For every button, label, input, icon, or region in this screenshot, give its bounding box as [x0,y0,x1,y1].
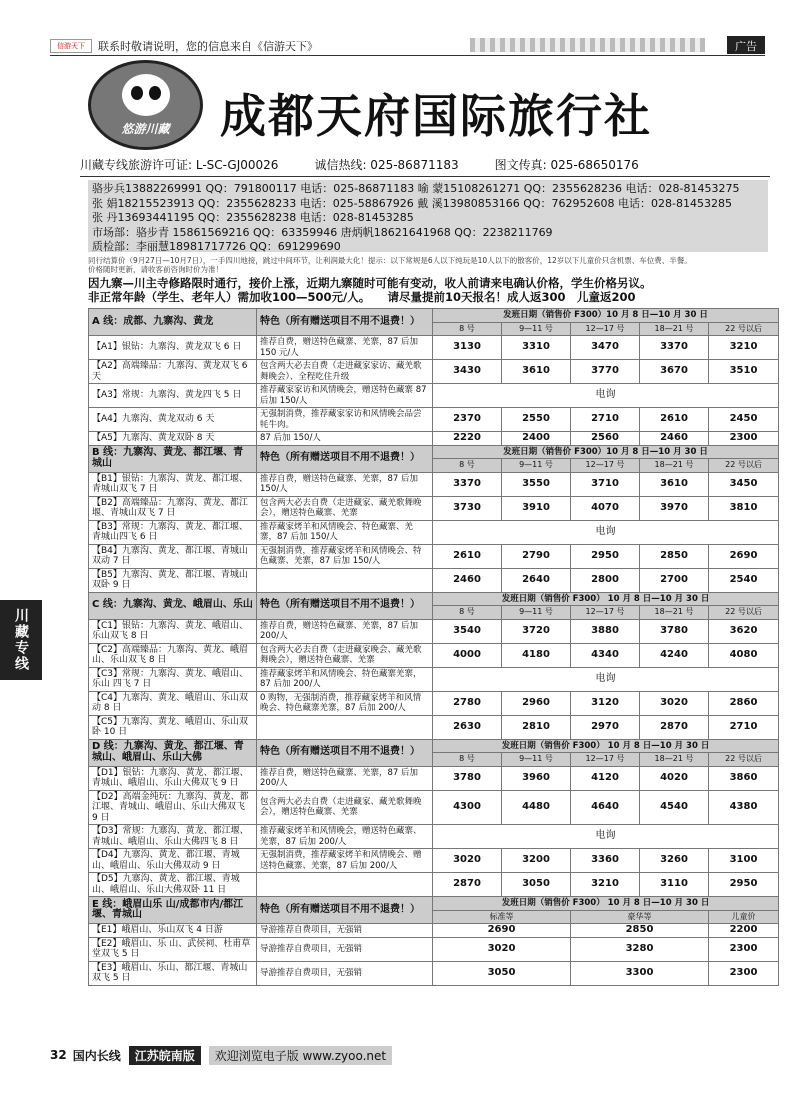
price-cell: 2200 [709,924,779,938]
route-feature: 推荐自费，赠送特色藏寨、羌寨，87 后加 150 元/人 [257,336,433,360]
route-feature: 导游推荐自费项目，无强销 [257,961,433,985]
price-cell: 3910 [502,496,571,520]
line-title: B 线：九寨沟、黄龙、都江堰、青城山 [89,445,257,472]
table-row [89,715,779,739]
route-name: 【C3】常规：九寨沟、黄龙、峨眉山、乐山 四飞 7 日 [89,667,257,691]
route-name: 【A5】九寨沟、黄龙双卧 8 天 [89,432,257,446]
table-row [89,643,779,667]
price-cell: 2640 [502,568,571,592]
date-header: 发班日期（销售价 F300）10 月 8 日—10 月 30 日 [433,445,779,459]
column-label: 9—11 号 [502,459,571,473]
price-tables [88,308,778,986]
table-row [89,384,779,408]
price-cell: 3020 [433,849,502,873]
price-cell: 3970 [640,496,709,520]
price-cell: 3050 [433,961,571,985]
route-feature: 推荐藏家家访和风情晚会，赠送特色藏寨 87 后加 150/人 [257,384,433,408]
price-cell: 3360 [571,849,640,873]
price-cell: 2610 [640,408,709,432]
price-cell: 2690 [433,924,571,938]
route-feature: 0 购物，无强制消费，推荐藏家烤羊和风情晚会、特色藏寨羌寨，87 后加 200/人 [257,691,433,715]
feature-header: 特色（所有赠送项目不用不退费！） [257,309,433,336]
price-cell: 4300 [433,790,502,825]
column-label: 22 号以后 [709,606,779,620]
price-cell: 4070 [571,496,640,520]
contact-line: 市场部：骆步青 15861569216 QQ：63359946 唐炳帆18621641968 QQ：2238211769 [92,225,553,239]
price-cell: 3100 [709,849,779,873]
route-name: 【E2】峨眉山、乐 山、武侯祠、杜甫草堂双飞 5 日 [89,937,257,961]
company-name: 成都天府国际旅行社 [220,89,652,143]
column-label: 儿童价 [709,910,779,924]
footer [50,1045,765,1065]
date-header: 发班日期（销售价 F300）10 月 8 日—10 月 30 日 [433,309,779,323]
route-name: 【D3】常规：九寨沟、黄龙、都江堰、青城山、峨眉山、乐山大佛四飞 8 日 [89,825,257,849]
price-cell: 2560 [571,432,640,446]
table-row [89,568,779,592]
price-table [88,308,779,986]
table-row [89,619,779,643]
column-label: 豪华等 [571,910,709,924]
price-cell: 3860 [709,766,779,790]
price-cell: 3620 [709,619,779,643]
license: 川藏专线旅游许可证: L-SC-GJ00026 [80,158,279,172]
table-row [89,790,779,825]
route-feature: 推荐藏家烤羊和风情晚会、特色藏寨羌寨，87 后加 200/人 [257,667,433,691]
price-cell: 3610 [502,360,571,384]
route-feature: 包含两大必去自费（走进藏家、藏羌歌舞晚会），赠送特色藏寨、羌寨 [257,790,433,825]
column-label: 12—17 号 [571,606,640,620]
edition: 江苏皖南版 [129,1046,201,1065]
date-header: 发班日期（销售价 F300） 10 月 8 日—10 月 30 日 [433,739,779,753]
price-cell: 3370 [433,472,502,496]
price-cell: 2850 [640,544,709,568]
route-feature: 无强制消费，推荐藏家烤羊和风情晚会、赠送特色藏寨、羌寨，87 后加 200/人 [257,849,433,873]
price-cell: 3540 [433,619,502,643]
section-header [89,897,779,911]
date-header: 发班日期（销售价 F300） 10 月 8 日—10 月 30 日 [433,592,779,606]
column-label: 9—11 号 [502,322,571,336]
price-cell: 2970 [571,715,640,739]
price-cell: 3810 [709,496,779,520]
price-cell: 3310 [502,336,571,360]
price-cell: 电询 [433,825,779,849]
line-title: A 线：成都、九寨沟、黄龙 [89,309,257,336]
price-cell: 2810 [502,715,571,739]
price-cell: 3120 [571,691,640,715]
table-row [89,544,779,568]
price-cell: 3670 [640,360,709,384]
price-cell: 2950 [709,873,779,897]
route-name: 【D1】银钻：九寨沟、黄龙、都江堰、青城山、峨眉山、乐山大佛双飞 9 日 [89,766,257,790]
price-cell: 3280 [571,937,709,961]
price-cell: 2300 [709,937,779,961]
price-cell: 3260 [640,849,709,873]
column-label: 标准等 [433,910,571,924]
table-row [89,336,779,360]
column-label: 8 号 [433,322,502,336]
table-row [89,496,779,520]
price-cell: 4240 [640,643,709,667]
feature-header: 特色（所有赠送项目不用不退费！） [257,445,433,472]
column-label: 18—21 号 [640,459,709,473]
price-cell: 2540 [709,568,779,592]
price-cell: 电询 [433,520,779,544]
route-name: 【A2】高端臻品：九寨沟、黄龙双飞 6 天 [89,360,257,384]
price-cell: 2800 [571,568,640,592]
table-row [89,520,779,544]
price-cell: 4000 [433,643,502,667]
route-feature: 87 后加 150/人 [257,432,433,446]
route-name: 【C5】九寨沟、黄龙、峨眉山、乐山双卧 10 日 [89,715,257,739]
feature-header: 特色（所有赠送项目不用不退费！） [257,897,433,924]
contact-line: 骆步兵13882269991 QQ：791800117 电话：025-86871183 喻 蒙15108261271 QQ：2355628236 电话：028-81453275 [92,182,740,195]
contacts-box [88,180,768,252]
price-cell: 3210 [571,873,640,897]
price-cell: 3960 [502,766,571,790]
column-label: 12—17 号 [571,322,640,336]
price-cell: 2220 [433,432,502,446]
route-name: 【B2】高端臻品：九寨沟、黄龙、都江堰、青城山双飞 7 日 [89,496,257,520]
price-cell: 3300 [571,961,709,985]
price-cell: 4640 [571,790,640,825]
section-header [89,445,779,459]
price-cell: 电询 [433,667,779,691]
price-cell: 4020 [640,766,709,790]
price-cell: 2700 [640,568,709,592]
column-label: 8 号 [433,459,502,473]
route-name: 【B3】常规：九寨沟、黄龙、都江堰、青城山四飞 6 日 [89,520,257,544]
route-feature: 推荐藏家烤羊和风情晚会，赠送特色藏寨、羌寨，87 后加 200/人 [257,825,433,849]
sidebar-label: 川藏专线 [0,600,42,680]
price-cell: 2960 [502,691,571,715]
column-label: 22 号以后 [709,753,779,767]
table-row [89,691,779,715]
route-name: 【E1】峨眉山、乐山双飞 4 日游 [89,924,257,938]
price-cell: 3020 [640,691,709,715]
route-name: 【A4】九寨沟、黄龙双动 6 天 [89,408,257,432]
route-feature: 导游推荐自费项目，无强销 [257,924,433,938]
page-number: 32 [50,1048,67,1062]
logo-text: 悠游川藏 [121,121,170,136]
price-cell: 3450 [709,472,779,496]
price-cell: 4340 [571,643,640,667]
price-cell: 2450 [709,408,779,432]
price-cell: 3550 [502,472,571,496]
price-cell: 电询 [433,384,779,408]
column-label: 22 号以后 [709,459,779,473]
notes [88,256,768,274]
route-feature [257,715,433,739]
column-label: 9—11 号 [502,753,571,767]
price-cell: 3200 [502,849,571,873]
contact-line: 质检部：李丽慧18981717726 QQ：691299690 [92,240,341,253]
route-name: 【A3】常规：九寨沟、黄龙四飞 5 日 [89,384,257,408]
price-cell: 2300 [709,432,779,446]
date-header: 发班日期（销售价 F300） 10 月 8 日—10 月 30 日 [433,897,779,911]
route-name: 【B5】九寨沟、黄龙、都江堰、青城山双卧 9 日 [89,568,257,592]
column-label: 8 号 [433,606,502,620]
table-row [89,849,779,873]
price-cell: 3210 [709,336,779,360]
price-cell: 2460 [433,568,502,592]
column-label: 12—17 号 [571,753,640,767]
price-cell: 3880 [571,619,640,643]
price-cell: 3720 [502,619,571,643]
contact-line: 张 娟18215523913 QQ：2355628233 电话：025-58867926 戴 溪13980853166 QQ：762952608 电话：028-81453285 [92,196,732,210]
section-header [89,309,779,323]
website: 欢迎浏览电子版 www.zyoo.net [209,1046,392,1065]
price-cell: 3020 [433,937,571,961]
price-cell: 2460 [640,432,709,446]
table-row [89,873,779,897]
route-name: 【D2】高端金纯玩：九寨沟、黄龙、都江堰、青城山、峨眉山、乐山大佛双飞 9 日 [89,790,257,825]
table-row [89,825,779,849]
price-cell: 3780 [433,766,502,790]
alert-line: 因九寨—川主寺修路限时通行，接价上涨，近期九寨随时可能有变动，收人前请来电确认价格，学生价格另议。 [88,276,652,290]
price-cell: 4080 [709,643,779,667]
column-label: 18—21 号 [640,753,709,767]
price-cell: 3510 [709,360,779,384]
price-cell: 2780 [433,691,502,715]
table-row [89,360,779,384]
price-cell: 3470 [571,336,640,360]
route-feature: 推荐藏家烤羊和风情晚会、特色藏寨、羌寨，87 后加 150/人 [257,520,433,544]
route-feature: 包含两大必去自费（走进藏家家访、藏羌歌舞晚会）、全程吃住升级 [257,360,433,384]
ad-tag: 广告 [727,36,765,54]
column-label: 9—11 号 [502,606,571,620]
route-feature: 包含两大必去自费（走进藏家晚会、藏羌歌舞晚会），赠送特色藏寨、羌寨 [257,643,433,667]
route-feature: 推荐自费，赠送特色藏寨、羌寨，87 后加 200/人 [257,766,433,790]
panda-icon [122,74,170,116]
price-cell: 2630 [433,715,502,739]
route-name: 【C1】银钻：九寨沟、黄龙、峨眉山、乐山双飞 8 日 [89,619,257,643]
price-cell: 2690 [709,544,779,568]
line-title: D 线：九寨沟、黄龙、都江堰、青城山、峨眉山、乐山大佛 [89,739,257,766]
table-row [89,472,779,496]
price-cell: 2950 [571,544,640,568]
table-row [89,924,779,938]
fax: 图文传真: 025-68650176 [494,158,639,172]
route-name: 【C2】高端臻品：九寨沟、黄龙、峨眉山、乐山双飞 8 日 [89,643,257,667]
route-feature [257,568,433,592]
price-cell: 2400 [502,432,571,446]
price-cell: 3370 [640,336,709,360]
feature-header: 特色（所有赠送项目不用不退费！） [257,592,433,619]
feature-header: 特色（所有赠送项目不用不退费！） [257,739,433,766]
info-line [80,156,770,177]
table-row [89,667,779,691]
table-row [89,766,779,790]
price-cell: 3780 [640,619,709,643]
route-name: 【D5】九寨沟、黄龙、都江堰、青城山、峨眉山、乐山大佛双卧 11 日 [89,873,257,897]
publication-logo: 信游天下 [50,39,92,53]
panda-logo [88,60,203,150]
column-label: 8 号 [433,753,502,767]
column-label: 22 号以后 [709,322,779,336]
price-cell: 2870 [640,715,709,739]
table-row [89,432,779,446]
price-cell: 2710 [709,715,779,739]
route-feature: 推荐自费，赠送特色藏寨、羌寨，87 后加 150/人 [257,472,433,496]
price-cell: 2790 [502,544,571,568]
route-feature: 导游推荐自费项目，无强销 [257,937,433,961]
price-cell: 3050 [502,873,571,897]
price-cell: 4540 [640,790,709,825]
route-name: 【A1】银钻：九寨沟、黄龙双飞 6 日 [89,336,257,360]
route-feature: 无强制消费，推荐藏家烤羊和风情晚会、特色藏寨、羌寨，87 后加 150/人 [257,544,433,568]
price-cell: 2300 [709,961,779,985]
hotline: 诚信热线: 025-86871183 [314,158,459,172]
price-cell: 2870 [433,873,502,897]
section-header [89,592,779,606]
price-cell: 3430 [433,360,502,384]
route-name: 【E3】峨眉山、乐山、都江堰、青城山双飞 5 日 [89,961,257,985]
price-cell: 3130 [433,336,502,360]
route-name: 【C4】九寨沟、黄龙、峨眉山、乐山双动 8 日 [89,691,257,715]
line-title: C 线：九寨沟、黄龙、峨眉山、乐山 [89,592,257,619]
price-cell: 3730 [433,496,502,520]
price-cell: 3770 [571,360,640,384]
price-cell: 4180 [502,643,571,667]
price-cell: 3610 [640,472,709,496]
section-name: 国内长线 [72,1048,121,1063]
note-line: 同行结算价（9月27日—10月7日），一手四川地接，跳过中间环节，让利润最大化！提示：以下常规是6人以下纯玩是10人以下的散客价，12岁以下儿童价只含机票、车位费、半餐。 [88,256,692,265]
table-row [89,408,779,432]
header [70,60,770,152]
section-header [89,739,779,753]
route-name: 【B1】银钻：九寨沟、黄龙、都江堰、青城山双飞 7 日 [89,472,257,496]
notice-text: 联系时敬请说明，您的信息来自《信游天下》 [98,39,318,53]
alert-line: 非正常年龄（学生、老年人）需加收100—500元/人。 请尽量提前10天报名！成人返300 儿童返200 [88,290,636,304]
column-label: 18—21 号 [640,606,709,620]
price-cell: 2850 [571,924,709,938]
column-label: 18—21 号 [640,322,709,336]
route-name: 【D4】九寨沟、黄龙、都江堰、青城山、峨眉山、乐山大佛双动 9 日 [89,849,257,873]
price-cell: 2610 [433,544,502,568]
price-cell: 3710 [571,472,640,496]
route-name: 【B4】九寨沟、黄龙、都江堰、青城山双动 7 日 [89,544,257,568]
route-feature: 无强制消费，推荐藏家家访和风情晚会品尝牦牛肉。 [257,408,433,432]
note-line: 价格随时更新，请收客前咨询时价为准！ [88,265,223,274]
contact-line: 张 丹13693441195 QQ：2355628238 电话：028-81453285 [92,211,414,224]
route-feature: 推荐自费，赠送特色藏寨、羌寨，87 后加 200/人 [257,619,433,643]
price-cell: 3110 [640,873,709,897]
price-cell: 4480 [502,790,571,825]
column-label: 12—17 号 [571,459,640,473]
price-cell: 4380 [709,790,779,825]
price-cell: 2550 [502,408,571,432]
price-cell: 2370 [433,408,502,432]
price-cell: 2860 [709,691,779,715]
route-feature: 包含两大必去自费（走进藏家、藏羌歌舞晚会），赠送特色藏寨、羌寨 [257,496,433,520]
table-row [89,961,779,985]
route-feature [257,873,433,897]
price-cell: 4120 [571,766,640,790]
table-row [89,937,779,961]
line-title: E 线：峨眉山乐 山/成都市内/都江堰、青城山 [89,897,257,924]
alert [88,276,778,304]
decorative-checker [470,38,705,52]
price-cell: 2710 [571,408,640,432]
